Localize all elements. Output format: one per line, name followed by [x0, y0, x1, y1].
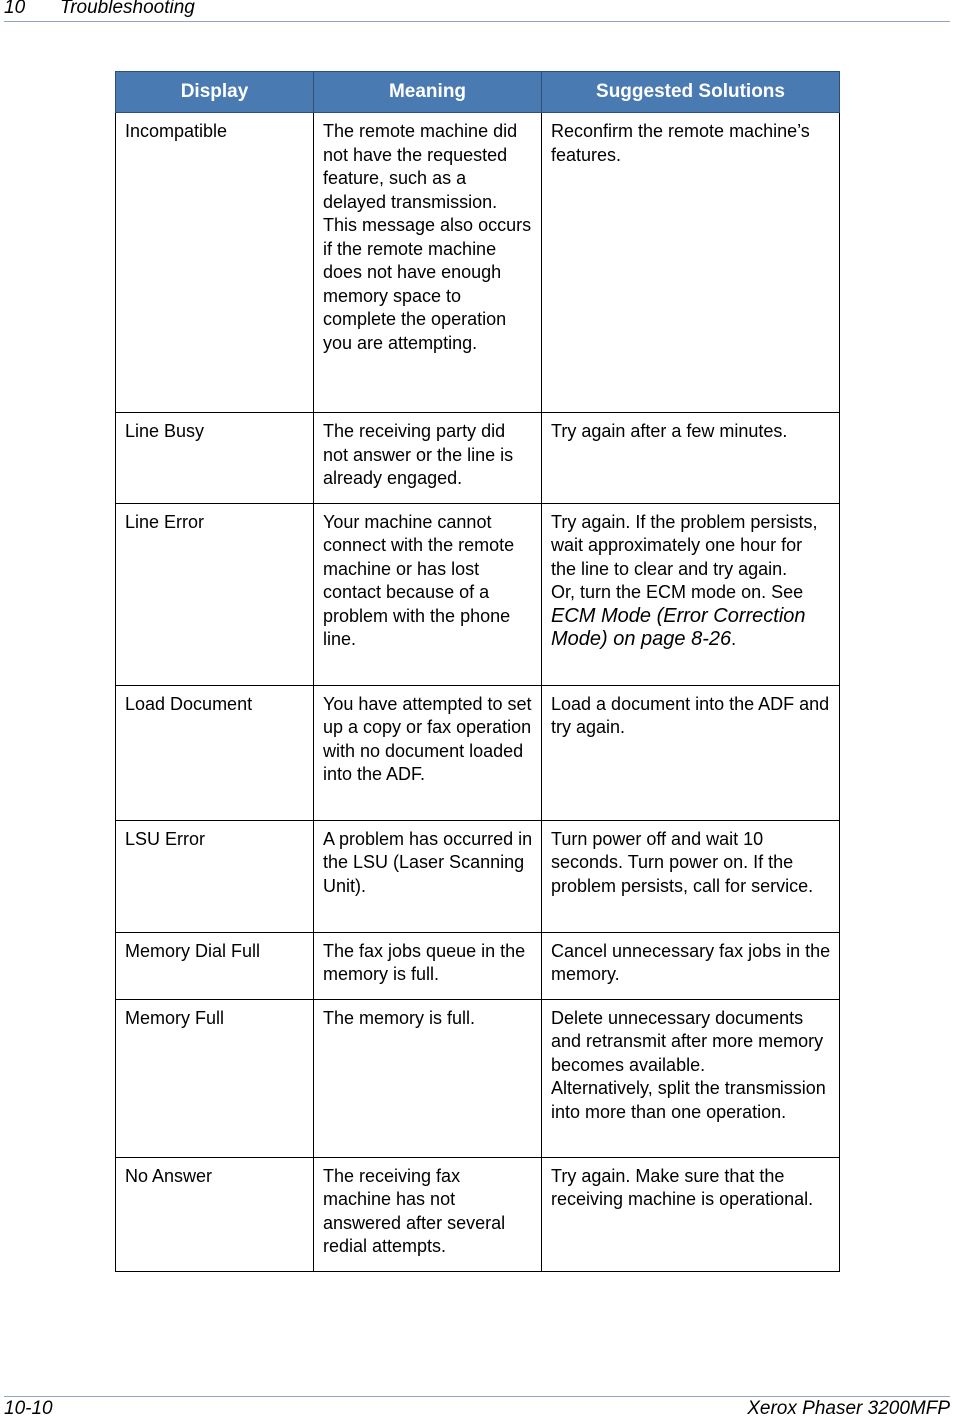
- meaning-text: This message also occurs if the remote machine does not have enough memory space to complete the operation you are attempting.: [323, 215, 532, 353]
- column-header-solutions: Suggested Solutions: [542, 72, 840, 113]
- meaning-text: A problem has occurred in the LSU (Laser Scanning Unit).: [323, 828, 533, 896]
- chapter-number: 10: [4, 0, 26, 18]
- meaning-cell: [314, 113, 542, 413]
- solution-cell: [542, 113, 840, 413]
- solution-cell: [542, 413, 840, 504]
- meaning-cell: [314, 685, 542, 820]
- solution-cell: [542, 820, 840, 932]
- solution-text: Or, turn the ECM mode on. See: [551, 582, 804, 602]
- page-header: [4, 0, 950, 22]
- display-cell: Line Error: [116, 503, 314, 685]
- table-row: [116, 113, 840, 413]
- solution-text: Load a document into the ADF and try again.: [551, 693, 830, 737]
- column-header-display: Display: [116, 72, 314, 113]
- solution-text: Try again after a few minutes.: [551, 421, 788, 441]
- display-cell: No Answer: [116, 1157, 314, 1271]
- solution-cell: [542, 503, 840, 685]
- cross-reference-link[interactable]: ECM Mode (Error Correction Mode) on page 8-26: [551, 604, 806, 650]
- table-row: [116, 820, 840, 932]
- solution-text: Cancel unnecessary fax jobs in the memory.: [551, 940, 831, 984]
- display-cell: LSU Error: [116, 820, 314, 932]
- meaning-text: The receiving fax machine has not answered after several redial attempts.: [323, 1165, 506, 1256]
- meaning-cell: [314, 503, 542, 685]
- solution-cell: [542, 685, 840, 820]
- table-row: [116, 932, 840, 999]
- table-row: [116, 999, 840, 1157]
- column-header-meaning: Meaning: [314, 72, 542, 113]
- table-header-row: [116, 72, 840, 113]
- display-cell: Incompatible: [116, 113, 314, 413]
- meaning-cell: [314, 820, 542, 932]
- table-row: [116, 503, 840, 685]
- display-cell: Line Busy: [116, 413, 314, 504]
- table-row: [116, 413, 840, 504]
- display-cell: Memory Dial Full: [116, 932, 314, 999]
- meaning-cell: [314, 932, 542, 999]
- solution-cell: [542, 932, 840, 999]
- meaning-cell: [314, 1157, 542, 1271]
- page-footer: [4, 1396, 950, 1418]
- troubleshooting-table: [115, 71, 840, 1272]
- meaning-text: You have attempted to set up a copy or fax operation with no document loaded into the ADF.: [323, 693, 532, 784]
- solution-text: Alternatively, split the transmission into more than one operation.: [551, 1078, 826, 1122]
- solution-text: Turn power off and wait 10 seconds. Turn power on. If the problem persists, call for service.: [551, 828, 814, 896]
- meaning-text: The remote machine did not have the requested feature, such as a delayed transmission.: [323, 121, 518, 212]
- solution-text: Delete unnecessary documents and retransmit after more memory becomes available.: [551, 1007, 824, 1075]
- table-row: [116, 685, 840, 820]
- meaning-text: The receiving party did not answer or the line is already engaged.: [323, 421, 514, 488]
- solution-text: Try again. If the problem persists, wait approximately one hour for the line to clear and try again.: [551, 511, 818, 579]
- meaning-text: The fax jobs queue in the memory is full.: [323, 940, 526, 984]
- solution-cell: [542, 999, 840, 1157]
- meaning-cell: [314, 413, 542, 504]
- meaning-text: The memory is full.: [323, 1007, 476, 1028]
- product-name: Xerox Phaser 3200MFP: [747, 1398, 950, 1418]
- solution-text-tail: .: [731, 629, 737, 649]
- table-row: [116, 1157, 840, 1271]
- solution-text-with-xref: [551, 581, 831, 652]
- solution-text: Reconfirm the remote machine’s features.: [551, 121, 810, 165]
- chapter-title: Troubleshooting: [60, 0, 195, 18]
- display-cell: Load Document: [116, 685, 314, 820]
- solution-cell: [542, 1157, 840, 1271]
- meaning-text: Your machine cannot connect with the remote machine or has lost contact because of a problem with the phone line.: [323, 511, 515, 649]
- solution-text: Try again. Make sure that the receiving machine is operational.: [551, 1165, 814, 1209]
- display-cell: Memory Full: [116, 999, 314, 1157]
- meaning-cell: [314, 999, 542, 1157]
- page-number: 10-10: [4, 1398, 53, 1418]
